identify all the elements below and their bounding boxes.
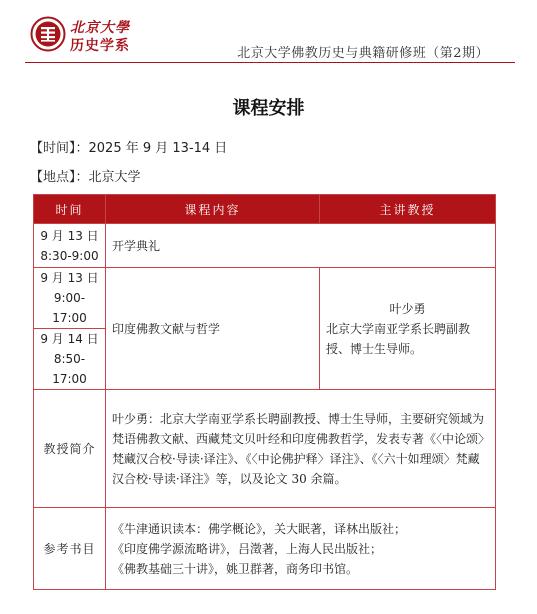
table-row: [34, 224, 496, 268]
table-row: [34, 390, 496, 508]
logo-department-name: 历史学系: [70, 38, 130, 54]
time-text: 8:50-17:00: [52, 352, 87, 386]
ref-label: 参考书目: [34, 508, 106, 590]
ref-list: [106, 508, 496, 590]
header-time: 时间: [34, 195, 106, 224]
place-label: 【地点】：: [30, 170, 89, 185]
content-cell: 开学典礼: [106, 224, 496, 268]
bio-label: 教授简介: [34, 390, 106, 508]
schedule-table: [33, 194, 496, 590]
table-header-row: [34, 195, 496, 224]
time-text: 9:00-17:00: [52, 291, 87, 325]
date-text: 9 月 13 日: [40, 228, 99, 243]
time-cell: [34, 268, 106, 329]
bio-text: 叶少勇：北京大学南亚学系长聘副教授、博士生导师，主要研究领域为梵语佛教文献、西藏梵文贝叶经和印度佛教哲学，发表专著《〈中论颂〉梵藏汉合校·导读·译注》、《〈中论佛护释〉译注》、《〈六十如理颂〉梵藏汉合校·导读·译注》等，以及论文 30 余篇。: [106, 390, 496, 508]
date-text: 9 月 14 日: [40, 332, 99, 346]
list-item: 《佛教基础三十讲》，姚卫群著，商务印书馆。: [112, 561, 359, 576]
table-row: [34, 268, 496, 329]
header-divider: [25, 62, 515, 63]
place-info: [30, 166, 141, 185]
lecturer-name: 叶少勇: [389, 301, 426, 316]
lecturer-title: 北京大学南亚学系长聘副教授、博士生导师。: [326, 321, 471, 356]
time-label: 【时间】：: [30, 141, 89, 156]
lecturer-cell: [320, 268, 496, 390]
date-text: 9 月 13 日: [40, 271, 99, 285]
header-content: 课程内容: [106, 195, 320, 224]
course-name: 北京大学佛教历史与典籍研修班（第2期）: [237, 46, 489, 61]
time-text: 8:30-9:00: [40, 248, 99, 263]
logo-university-name: 北京大學: [70, 20, 130, 36]
time-value: 2025 年 9 月 13-14 日: [88, 141, 228, 156]
list-item: 《印度佛学源流略讲》，吕澂著，上海人民出版社；: [112, 541, 383, 556]
page-header: [0, 0, 537, 70]
time-info: [30, 137, 227, 156]
header-lecturer: 主讲教授: [320, 195, 496, 224]
page-title: 课程安排: [232, 98, 305, 119]
lecture-content-cell: 印度佛教文献与哲学: [106, 268, 320, 390]
place-value: 北京大学: [88, 170, 141, 185]
time-cell: [34, 329, 106, 390]
department-logo-icon: [30, 16, 66, 52]
time-cell: [34, 224, 106, 268]
table-row: [34, 508, 496, 590]
list-item: 《牛津通识读本：佛学概论》，关大眠著，译林出版社；: [112, 521, 407, 536]
